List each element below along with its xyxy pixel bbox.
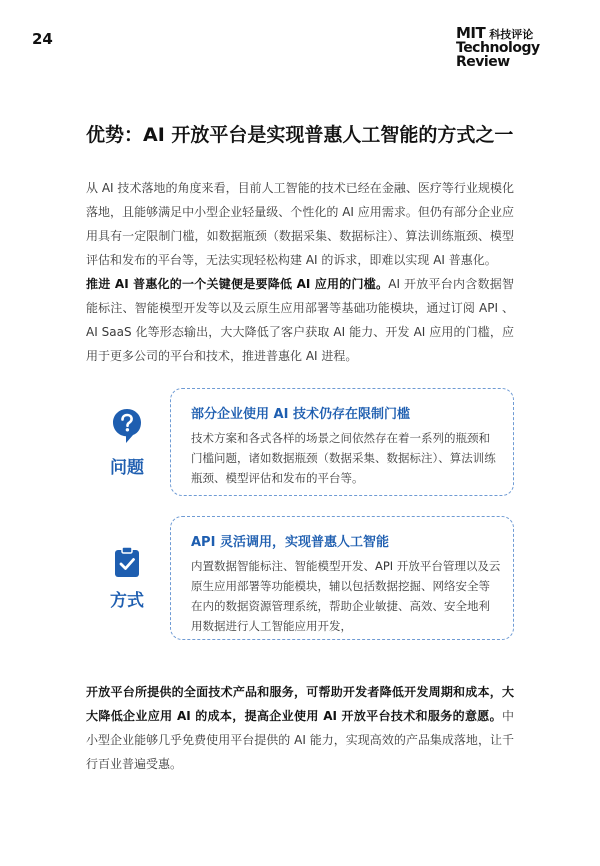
paragraph-key-point-bold: 推进 AI 普惠化的一个关键便是要降低 AI 应用的门槛。: [86, 277, 389, 291]
brand-review: Review: [456, 54, 510, 70]
brand-technology: Technology: [456, 40, 540, 56]
callout-method: [86, 516, 514, 640]
callout-method-body: 内置数据智能标注、智能模型开发、API 开放平台管理以及云原生应用部署等功能模块，辅以包括数据挖掘、网络安全等在内的数据资源管理系统，帮助企业敏捷、高效、安全地利用数据进行人工智能应用开发，: [191, 559, 501, 633]
callout-method-box: [170, 516, 514, 640]
section-title: 优势：AI 开放平台是实现普惠人工智能的方式之一: [86, 124, 514, 146]
brand-logo: [456, 26, 542, 69]
callout-method-heading: API 灵活调用，实现普惠人工智能: [191, 535, 389, 550]
callout-method-label: 方式: [110, 590, 144, 611]
paragraph-conclusion-text: 中小型企业能够几乎免费使用平台提供的 AI 能力，实现高效的产品集成落地，让千行百业普遍受惠。: [86, 709, 514, 771]
page-number: 24: [32, 30, 53, 48]
brand-cn: 科技评论: [489, 28, 534, 41]
question-icon: [111, 407, 143, 445]
paragraph-key-point-text: AI 开放平台内含数据智能标注、智能模型开发等以及云原生应用部署等基础功能模块，通过订阅 API 、AI SaaS 化等形态输出，大大降低了客户获取 AI 能力、开发 AI 应用的门槛，应用于更多公司的平台和技术，推进普惠化 AI 进程。: [86, 277, 514, 363]
callout-problem-body: 技术方案和各式各样的场景之间依然存在着一系列的瓶颈和门槛问题，诸如数据瓶颈（数据采集、数据标注）、算法训练瓶颈、模型评估和发布的平台等。: [191, 431, 496, 485]
callout-problem-side: [86, 388, 168, 496]
brand-mit: MIT: [456, 24, 486, 42]
callout-method-side: [86, 516, 168, 640]
paragraph-conclusion: [86, 680, 514, 776]
paragraph-key-point: [86, 272, 514, 368]
callout-problem: [86, 388, 514, 496]
paragraph-intro: 从 AI 技术落地的角度来看，目前人工智能的技术已经在金融、医疗等行业规模化落地，且能够满足中小型企业轻量级、个性化的 AI 应用需求。但仍有部分企业应用具有一定限制门槛，如数据瓶颈（数据采集、数据标注）、算法训练瓶颈、模型评估和发布的平台等，无法实现轻松构建 AI 的诉求，即难以实现 AI 普惠化。: [86, 181, 514, 267]
callout-problem-box: [170, 388, 514, 496]
clipboard-check-icon: [112, 546, 142, 578]
callout-problem-heading: 部分企业使用 AI 技术仍存在限制门槛: [191, 407, 410, 422]
callout-problem-label: 问题: [110, 457, 144, 478]
paragraph-conclusion-bold: 开放平台所提供的全面技术产品和服务，可帮助开发者降低开发周期和成本，大大降低企业应用 AI 的成本，提高企业使用 AI 开放平台技术和服务的意愿。: [86, 685, 514, 723]
